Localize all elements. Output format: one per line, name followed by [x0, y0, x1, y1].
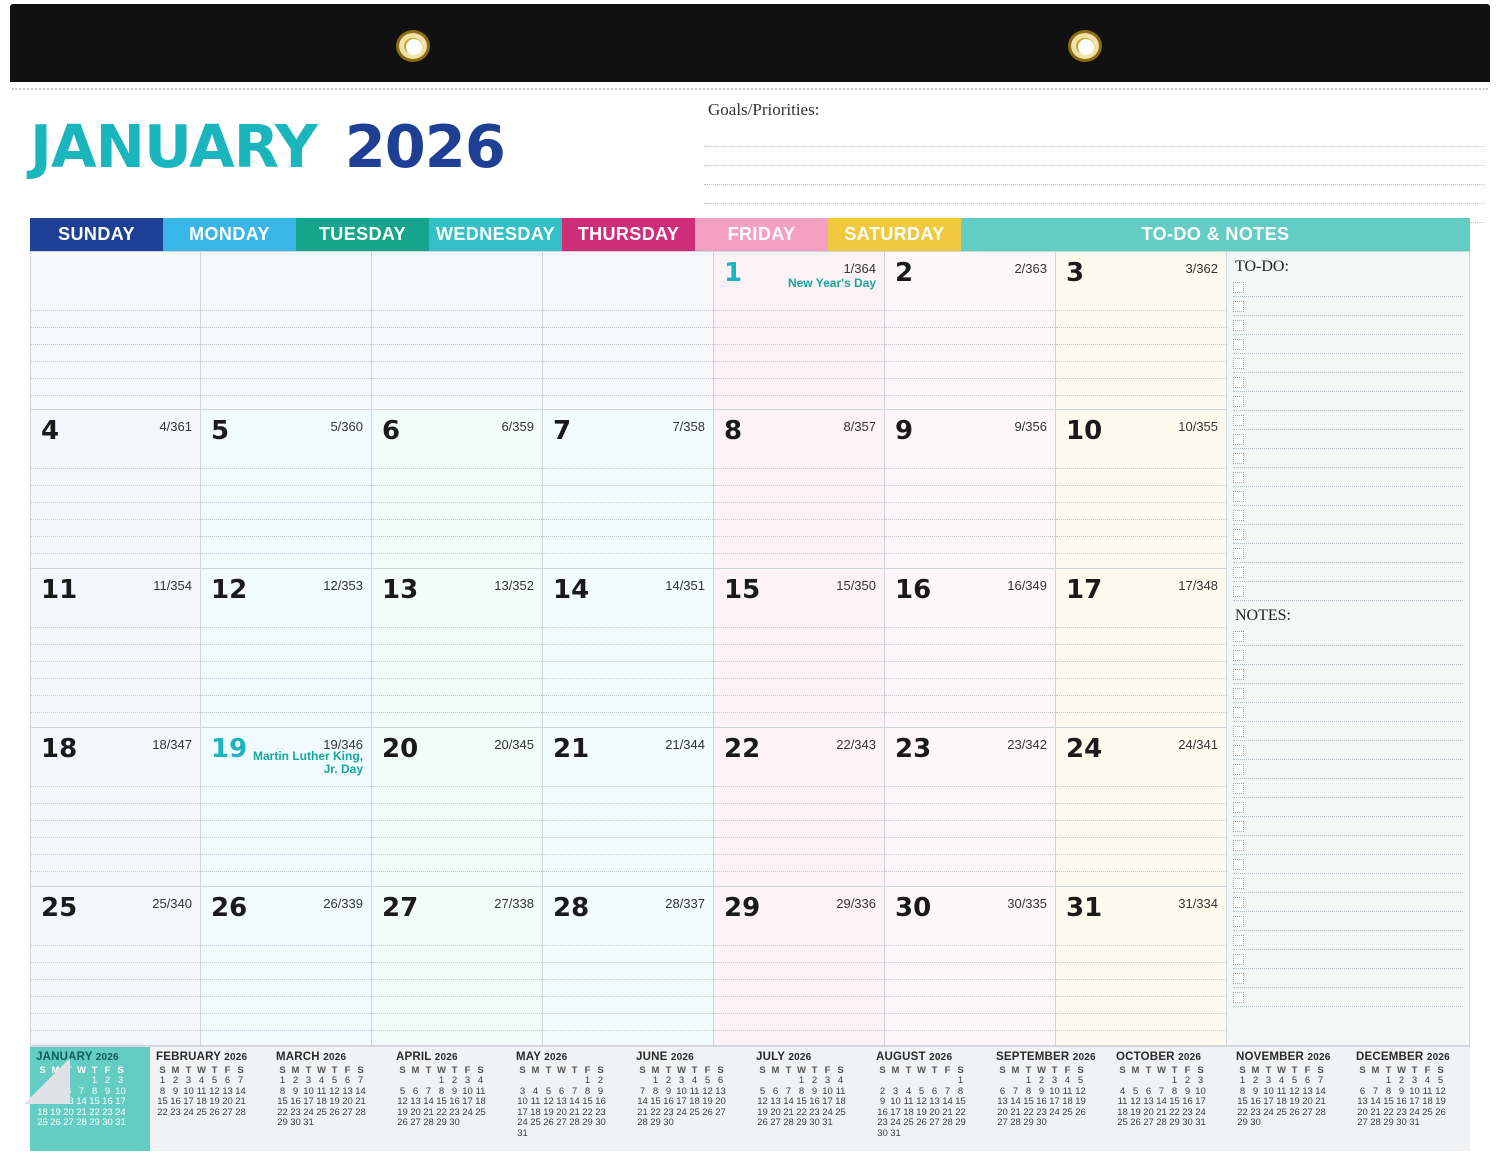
mini-month-title: MARCH 2026 — [276, 1051, 347, 1063]
julian-date: 23/342 — [1007, 737, 1047, 752]
julian-date: 8/357 — [843, 419, 876, 434]
checkbox-icon[interactable] — [1233, 472, 1244, 483]
todo-line[interactable] — [1233, 506, 1463, 525]
checkbox-icon[interactable] — [1233, 510, 1244, 521]
day-cell-18[interactable] — [30, 728, 201, 887]
page-title — [30, 112, 505, 181]
cell-writing-lines — [372, 611, 542, 728]
cell-writing-lines — [543, 452, 713, 569]
year-label: 2026 — [344, 112, 505, 181]
goals-label: Goals/Priorities: — [708, 100, 820, 119]
cell-writing-lines — [885, 770, 1055, 887]
notes-label: NOTES: — [1235, 607, 1291, 624]
checkbox-icon[interactable] — [1233, 377, 1244, 388]
week-row — [30, 728, 1227, 887]
checkbox-icon[interactable] — [1233, 453, 1244, 464]
mini-month-title: JULY 2026 — [756, 1051, 812, 1063]
mini-month-grid: S M T W T F S 1 2 3 4 5 6 7 8 9 10 11 12 13 14 15 16 17 18 19 20 21 22 23 24 25 26 27 28 29 30 31 — [517, 1065, 606, 1139]
day-cell-2[interactable] — [885, 251, 1056, 410]
header-sunday: SUNDAY — [30, 218, 163, 251]
day-cell-empty[interactable] — [543, 251, 714, 410]
day-cell-16[interactable] — [885, 569, 1056, 728]
cell-writing-lines — [31, 452, 200, 569]
checkbox-icon[interactable] — [1233, 586, 1244, 597]
checkbox-icon[interactable] — [1233, 878, 1244, 889]
notes-line[interactable] — [1233, 684, 1463, 703]
notes-line[interactable] — [1233, 627, 1463, 646]
checkbox-icon[interactable] — [1233, 707, 1244, 718]
checkbox-icon[interactable] — [1233, 764, 1244, 775]
mini-month-grid: S M T W T F S 1 2 3 4 5 6 7 8 9 10 11 12 13 14 15 16 17 18 19 20 21 22 23 24 25 26 27 28 29 30 31 — [1357, 1065, 1446, 1128]
mini-month-august[interactable] — [870, 1047, 990, 1151]
notes-line[interactable] — [1233, 931, 1463, 950]
goals-line[interactable] — [704, 128, 1484, 147]
julian-date: 7/358 — [672, 419, 705, 434]
julian-date: 21/344 — [665, 737, 705, 752]
day-number: 3 — [1066, 258, 1085, 288]
day-number: 17 — [1066, 575, 1103, 605]
day-cell-9[interactable] — [885, 410, 1056, 569]
day-cell-4[interactable] — [30, 410, 201, 569]
cell-writing-lines — [372, 294, 542, 410]
checkbox-icon[interactable] — [1233, 282, 1244, 293]
holiday-label: New Year's Day — [787, 276, 876, 290]
mini-month-title: FEBRUARY 2026 — [156, 1051, 248, 1063]
julian-date: 15/350 — [836, 578, 876, 593]
cell-writing-lines — [714, 929, 884, 1046]
cell-writing-lines — [372, 770, 542, 887]
julian-date: 29/336 — [836, 896, 876, 911]
julian-date: 5/360 — [330, 419, 363, 434]
cell-writing-lines — [201, 452, 371, 569]
cell-writing-lines — [885, 929, 1055, 1046]
day-number: 22 — [724, 734, 761, 764]
julian-date: 3/362 — [1185, 261, 1218, 276]
julian-date: 2/363 — [1014, 261, 1047, 276]
day-number: 10 — [1066, 416, 1103, 446]
cell-writing-lines — [1056, 452, 1226, 569]
checkbox-icon[interactable] — [1233, 320, 1244, 331]
cell-writing-lines — [201, 294, 371, 410]
todo-line[interactable] — [1233, 449, 1463, 468]
julian-date: 31/334 — [1178, 896, 1218, 911]
julian-date: 24/341 — [1178, 737, 1218, 752]
notes-line[interactable] — [1233, 760, 1463, 779]
checkbox-icon[interactable] — [1233, 548, 1244, 559]
week-row — [30, 569, 1227, 728]
mini-month-grid: S M T W T F S 1 2 3 4 5 6 7 8 9 10 11 12 13 14 15 16 17 18 19 20 21 22 23 24 25 26 27 28 29 30 31 — [277, 1065, 366, 1128]
day-number: 5 — [211, 416, 230, 446]
notes-line[interactable] — [1233, 893, 1463, 912]
mini-month-grid: S M T W T F S 1 2 3 4 5 6 7 8 9 10 11 12 13 14 15 16 17 18 19 20 21 22 23 24 25 26 27 28 — [157, 1065, 246, 1118]
day-cell-23[interactable] — [885, 728, 1056, 887]
day-cell-15[interactable] — [714, 569, 885, 728]
cell-writing-lines — [201, 611, 371, 728]
cell-writing-lines — [372, 452, 542, 569]
calendar-grid — [30, 218, 1470, 1046]
checkbox-icon[interactable] — [1233, 631, 1244, 642]
checkbox-icon[interactable] — [1233, 301, 1244, 312]
mini-month-grid: S M T W T F S 1 2 3 4 5 6 7 8 9 10 11 12 13 14 15 16 17 18 19 20 21 22 23 24 25 26 27 28 29 30 31 — [1117, 1065, 1206, 1128]
corner-holder-right — [1430, 1058, 1476, 1104]
day-number: 14 — [553, 575, 590, 605]
day-cell-19[interactable] — [201, 728, 372, 887]
goals-line[interactable] — [704, 185, 1484, 204]
notes-checklist[interactable] — [1227, 627, 1469, 1007]
mini-month-grid: S M T W T F S 1 2 3 4 5 6 7 8 9 10 11 12 13 14 15 16 17 18 19 20 21 22 23 24 25 26 27 28 29 30 31 — [877, 1065, 966, 1139]
cell-writing-lines — [1056, 929, 1226, 1046]
grommet-right-icon — [1068, 30, 1102, 62]
checkbox-icon[interactable] — [1233, 358, 1244, 369]
mini-month-march[interactable] — [270, 1047, 390, 1151]
mini-month-grid: S M T W T F S 1 2 3 4 5 6 7 8 9 10 11 12 13 14 15 16 17 18 19 20 21 22 23 24 25 26 27 28 29 30 — [397, 1065, 486, 1128]
cell-writing-lines — [1056, 770, 1226, 887]
cell-writing-lines — [31, 294, 200, 410]
checkbox-icon[interactable] — [1233, 783, 1244, 794]
cell-writing-lines — [714, 611, 884, 728]
notes-line[interactable] — [1233, 855, 1463, 874]
cell-writing-lines — [714, 452, 884, 569]
day-cell-28[interactable] — [543, 887, 714, 1046]
day-cell-8[interactable] — [714, 410, 885, 569]
day-cell-13[interactable] — [372, 569, 543, 728]
notes-line[interactable] — [1233, 874, 1463, 893]
day-number: 15 — [724, 575, 761, 605]
day-number: 18 — [41, 734, 78, 764]
day-number: 20 — [382, 734, 419, 764]
todo-label: TO-DO: — [1235, 258, 1289, 275]
cell-writing-lines — [1056, 611, 1226, 728]
mini-month-title: APRIL 2026 — [396, 1051, 458, 1063]
todo-line[interactable] — [1233, 468, 1463, 487]
header-thursday: THURSDAY — [562, 218, 695, 251]
day-number: 9 — [895, 416, 914, 446]
todo-line[interactable] — [1233, 544, 1463, 563]
todo-line[interactable] — [1233, 335, 1463, 354]
checkbox-icon[interactable] — [1233, 992, 1244, 1003]
notes-line[interactable] — [1233, 817, 1463, 836]
cell-writing-lines — [714, 770, 884, 887]
todo-line[interactable] — [1233, 487, 1463, 506]
checkbox-icon[interactable] — [1233, 954, 1244, 965]
day-cell-14[interactable] — [543, 569, 714, 728]
julian-date: 12/353 — [323, 578, 363, 593]
day-cell-22[interactable] — [714, 728, 885, 887]
todo-line[interactable] — [1233, 373, 1463, 392]
todo-line[interactable] — [1233, 354, 1463, 373]
checkbox-icon[interactable] — [1233, 840, 1244, 851]
day-cell-27[interactable] — [372, 887, 543, 1046]
todo-notes-panel — [1227, 251, 1470, 1046]
notes-line[interactable] — [1233, 646, 1463, 665]
julian-date: 19/346 — [323, 737, 363, 752]
julian-date: 27/338 — [494, 896, 534, 911]
weekday-header-row — [30, 218, 1470, 251]
todo-line[interactable] — [1233, 278, 1463, 297]
mini-month-title: AUGUST 2026 — [876, 1051, 953, 1063]
julian-date: 28/337 — [665, 896, 705, 911]
day-cell-17[interactable] — [1056, 569, 1227, 728]
grommet-left-icon — [396, 30, 430, 62]
day-cell-26[interactable] — [201, 887, 372, 1046]
julian-date: 9/356 — [1014, 419, 1047, 434]
checkbox-icon[interactable] — [1233, 726, 1244, 737]
day-number: 16 — [895, 575, 932, 605]
mini-month-june[interactable] — [630, 1047, 750, 1151]
mini-month-grid: S M T W T F S 1 2 3 4 5 6 7 8 9 10 11 12 13 14 15 16 17 18 19 20 21 22 23 24 25 26 27 28 29 30 31 — [757, 1065, 846, 1128]
checkbox-icon[interactable] — [1233, 897, 1244, 908]
notes-line[interactable] — [1233, 665, 1463, 684]
header-saturday: SATURDAY — [828, 218, 961, 251]
calendar-page — [12, 92, 1488, 1139]
day-number: 2 — [895, 258, 914, 288]
julian-date: 6/359 — [501, 419, 534, 434]
notes-line[interactable] — [1233, 741, 1463, 760]
cell-writing-lines — [885, 611, 1055, 728]
day-number: 12 — [211, 575, 248, 605]
notes-line[interactable] — [1233, 836, 1463, 855]
mini-month-grid: S M T W T F S 1 2 3 4 5 6 7 8 9 10 11 12 13 14 15 16 17 18 19 20 21 22 23 24 25 26 27 28 29 30 — [997, 1065, 1086, 1128]
header-tuesday: TUESDAY — [296, 218, 429, 251]
day-cell-21[interactable] — [543, 728, 714, 887]
todo-line[interactable] — [1233, 411, 1463, 430]
julian-date: 30/335 — [1007, 896, 1047, 911]
header-wednesday: WEDNESDAY — [429, 218, 562, 251]
notes-line[interactable] — [1233, 722, 1463, 741]
goals-priorities-section — [704, 100, 1484, 205]
checkbox-icon[interactable] — [1233, 802, 1244, 813]
cell-writing-lines — [714, 294, 884, 410]
day-cell-6[interactable] — [372, 410, 543, 569]
corner-holder-left — [24, 1058, 70, 1104]
cell-writing-lines — [372, 929, 542, 1046]
day-number: 4 — [41, 416, 60, 446]
day-cell-empty[interactable] — [372, 251, 543, 410]
day-number: 31 — [1066, 893, 1103, 923]
checkbox-icon[interactable] — [1233, 688, 1244, 699]
mini-month-title: MAY 2026 — [516, 1051, 568, 1063]
day-number: 21 — [553, 734, 590, 764]
cell-writing-lines — [543, 770, 713, 887]
day-cell-12[interactable] — [201, 569, 372, 728]
day-number: 1 — [724, 258, 743, 288]
year-overview-strip — [30, 1046, 1470, 1151]
day-cell-29[interactable] — [714, 887, 885, 1046]
notes-line[interactable] — [1233, 969, 1463, 988]
holiday-label: Martin Luther King, Jr. Day — [253, 749, 363, 776]
day-number: 25 — [41, 893, 78, 923]
checkbox-icon[interactable] — [1233, 745, 1244, 756]
goals-line[interactable] — [704, 147, 1484, 166]
day-number: 30 — [895, 893, 932, 923]
checkbox-icon[interactable] — [1233, 859, 1244, 870]
weeks-container — [30, 251, 1227, 1046]
checkbox-icon[interactable] — [1233, 434, 1244, 445]
todo-line[interactable] — [1233, 582, 1463, 601]
julian-date: 1/364 — [843, 261, 876, 276]
week-row — [30, 887, 1227, 1046]
cell-writing-lines — [543, 294, 713, 410]
day-cell-empty[interactable] — [30, 251, 201, 410]
week-row — [30, 251, 1227, 410]
todo-line[interactable] — [1233, 316, 1463, 335]
mini-month-grid: S M T W T F S 1 2 3 4 5 6 7 8 9 10 11 12 13 14 15 16 17 18 19 20 21 22 23 24 25 26 27 28 29 30 — [637, 1065, 726, 1128]
todo-line[interactable] — [1233, 525, 1463, 544]
notes-line[interactable] — [1233, 703, 1463, 722]
julian-date: 25/340 — [152, 896, 192, 911]
day-number: 11 — [41, 575, 78, 605]
header-todo-notes: TO-DO & NOTES — [961, 218, 1470, 251]
day-cell-10[interactable] — [1056, 410, 1227, 569]
cell-writing-lines — [885, 452, 1055, 569]
day-number: 29 — [724, 893, 761, 923]
mini-month-title: JANUARY 2026 — [36, 1051, 119, 1063]
day-number: 26 — [211, 893, 248, 923]
julian-date: 11/354 — [153, 578, 192, 593]
day-cell-1[interactable] — [714, 251, 885, 410]
day-number: 28 — [553, 893, 590, 923]
checkbox-icon[interactable] — [1233, 396, 1244, 407]
julian-date: 13/352 — [494, 578, 534, 593]
julian-date: 17/348 — [1178, 578, 1218, 593]
checkbox-icon[interactable] — [1233, 916, 1244, 927]
todo-line[interactable] — [1233, 430, 1463, 449]
day-number: 24 — [1066, 734, 1103, 764]
julian-date: 10/355 — [1178, 419, 1218, 434]
day-cell-3[interactable] — [1056, 251, 1227, 410]
checkbox-icon[interactable] — [1233, 567, 1244, 578]
notes-line[interactable] — [1233, 988, 1463, 1007]
mini-month-february[interactable] — [150, 1047, 270, 1151]
julian-date: 16/349 — [1007, 578, 1047, 593]
mini-month-july[interactable] — [750, 1047, 870, 1151]
cell-writing-lines — [31, 770, 200, 887]
day-number: 8 — [724, 416, 743, 446]
checkbox-icon[interactable] — [1233, 821, 1244, 832]
notes-line[interactable] — [1233, 912, 1463, 931]
checkbox-icon[interactable] — [1233, 650, 1244, 661]
mini-month-grid: S M T W T F S 1 2 3 4 5 6 7 8 9 10 11 12 13 14 15 16 17 18 19 20 21 22 23 24 25 26 27 28 29 30 — [1237, 1065, 1326, 1128]
julian-date: 22/343 — [836, 737, 876, 752]
day-cell-empty[interactable] — [201, 251, 372, 410]
goals-writing-lines[interactable] — [704, 128, 1484, 223]
todo-line[interactable] — [1233, 563, 1463, 582]
mini-month-october[interactable] — [1110, 1047, 1230, 1151]
day-cell-25[interactable] — [30, 887, 201, 1046]
julian-date: 14/351 — [665, 578, 705, 593]
binder-strip — [10, 4, 1490, 82]
mini-month-november[interactable] — [1230, 1047, 1350, 1151]
day-cell-11[interactable] — [30, 569, 201, 728]
mini-month-title: JUNE 2026 — [636, 1051, 694, 1063]
notes-line[interactable] — [1233, 950, 1463, 969]
cell-writing-lines — [543, 611, 713, 728]
julian-date: 4/361 — [159, 419, 192, 434]
checkbox-icon[interactable] — [1233, 491, 1244, 502]
notes-line[interactable] — [1233, 779, 1463, 798]
week-row — [30, 410, 1227, 569]
day-cell-20[interactable] — [372, 728, 543, 887]
day-number: 7 — [553, 416, 572, 446]
day-cell-30[interactable] — [885, 887, 1056, 1046]
cell-writing-lines — [1056, 294, 1226, 410]
notes-line[interactable] — [1233, 798, 1463, 817]
cell-writing-lines — [201, 770, 371, 887]
cell-writing-lines — [543, 929, 713, 1046]
goals-line[interactable] — [704, 166, 1484, 185]
mini-month-title: SEPTEMBER 2026 — [996, 1051, 1096, 1063]
todo-line[interactable] — [1233, 297, 1463, 316]
day-number: 19 — [211, 734, 248, 764]
mini-month-title: NOVEMBER 2026 — [1236, 1051, 1331, 1063]
mini-month-september[interactable] — [990, 1047, 1110, 1151]
checkbox-icon[interactable] — [1233, 415, 1244, 426]
mini-month-grid: S M T W T F S 1 2 3 4 5 6 7 8 9 10 11 12 13 14 15 16 17 18 19 20 21 22 23 24 25 26 27 28 29 30 31 — [37, 1065, 126, 1128]
julian-date: 26/339 — [323, 896, 363, 911]
julian-date: 18/347 — [152, 737, 192, 752]
cell-writing-lines — [201, 929, 371, 1046]
day-number: 13 — [382, 575, 419, 605]
day-cell-5[interactable] — [201, 410, 372, 569]
header-friday: FRIDAY — [695, 218, 828, 251]
checkbox-icon[interactable] — [1233, 973, 1244, 984]
mini-month-may[interactable] — [510, 1047, 630, 1151]
checkbox-icon[interactable] — [1233, 669, 1244, 680]
cell-writing-lines — [31, 929, 200, 1046]
header-monday: MONDAY — [163, 218, 296, 251]
day-cell-31[interactable] — [1056, 887, 1227, 1046]
todo-checklist[interactable] — [1227, 278, 1469, 601]
julian-date: 20/345 — [494, 737, 534, 752]
day-cell-24[interactable] — [1056, 728, 1227, 887]
mini-month-title: OCTOBER 2026 — [1116, 1051, 1202, 1063]
todo-line[interactable] — [1233, 392, 1463, 411]
day-number: 27 — [382, 893, 419, 923]
perforation-line — [12, 88, 1488, 90]
cell-writing-lines — [885, 294, 1055, 410]
day-number: 23 — [895, 734, 932, 764]
cell-writing-lines — [31, 611, 200, 728]
mini-month-title: DECEMBER 2026 — [1356, 1051, 1450, 1063]
checkbox-icon[interactable] — [1233, 529, 1244, 540]
checkbox-icon[interactable] — [1233, 935, 1244, 946]
checkbox-icon[interactable] — [1233, 339, 1244, 350]
day-number: 6 — [382, 416, 401, 446]
month-name: JANUARY — [30, 112, 317, 181]
mini-month-april[interactable] — [390, 1047, 510, 1151]
day-cell-7[interactable] — [543, 410, 714, 569]
